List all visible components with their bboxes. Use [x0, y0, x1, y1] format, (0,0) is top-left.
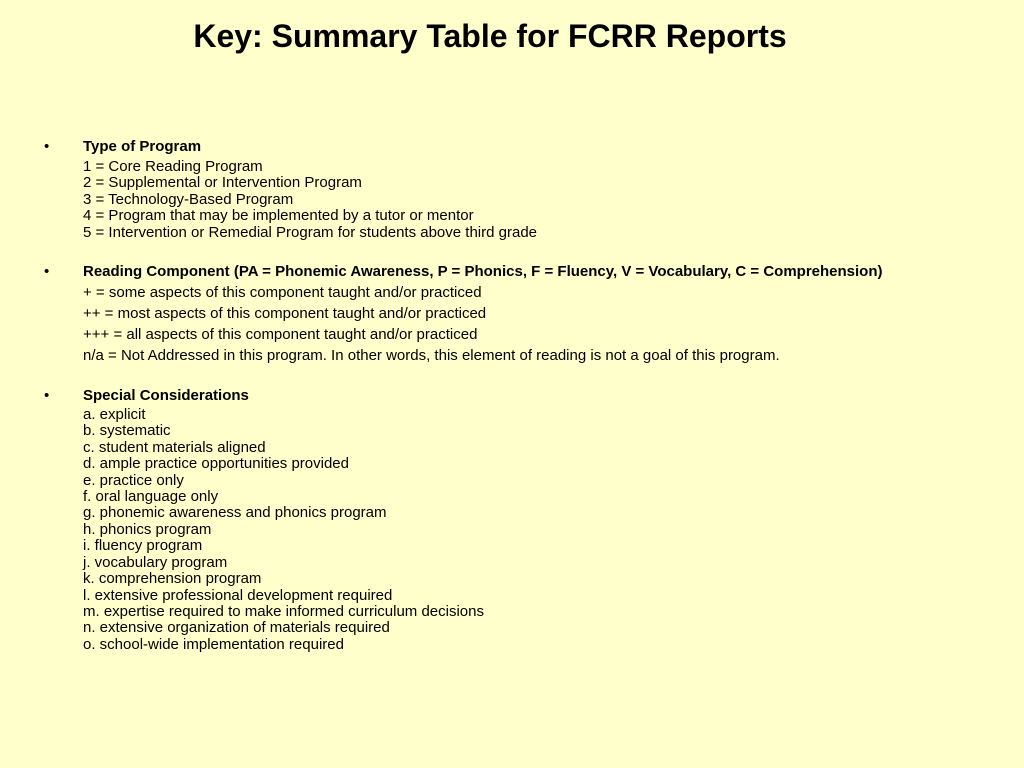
list-item: c. student materials aligned [83, 438, 266, 456]
list-item: m. expertise required to make informed curriculum decisions [83, 602, 484, 620]
list-item: f. oral language only [83, 488, 219, 506]
list-item: 3 = Technology-Based Program [83, 190, 294, 208]
slide-content [44, 138, 964, 653]
list-item: k. comprehension program [83, 570, 262, 588]
list-item: l. extensive professional development required [83, 586, 393, 604]
section-heading: Type of Program [83, 138, 202, 155]
bullet-icon: • [44, 263, 50, 281]
item-list [83, 407, 964, 653]
list-item: i. fluency program [83, 537, 203, 555]
section-reading-component [44, 263, 964, 364]
list-item: n/a = Not Addressed in this program. In other words, this element of reading is not a goal of this program. [83, 347, 780, 365]
bullet-icon: • [44, 387, 50, 405]
list-item: ++ = most aspects of this component taught and/or practiced [83, 305, 487, 323]
bullet-icon: • [44, 138, 50, 155]
list-item: g. phonemic awareness and phonics program [83, 504, 387, 522]
slide-title: Key: Summary Table for FCRR Reports [193, 18, 787, 54]
list-item: a. explicit [83, 406, 146, 424]
item-list [83, 284, 964, 364]
section-heading: Special Considerations [83, 387, 249, 405]
list-item: j. vocabulary program [83, 553, 228, 571]
list-item: o. school-wide implementation required [83, 635, 344, 653]
list-item: d. ample practice opportunities provided [83, 455, 349, 473]
list-item: 1 = Core Reading Program [83, 158, 263, 175]
item-list [83, 159, 964, 241]
list-item: b. systematic [83, 422, 171, 440]
section-special-considerations [44, 387, 964, 653]
list-item: n. extensive organization of materials required [83, 619, 390, 637]
section-type-of-program [44, 138, 964, 241]
list-item: + = some aspects of this component taught and/or practiced [83, 284, 482, 302]
list-item: 2 = Supplemental or Intervention Program [83, 174, 362, 192]
section-heading: Reading Component (PA = Phonemic Awareness, P = Phonics, F = Fluency, V = Vocabulary, C = Comprehension) [83, 263, 883, 281]
list-item: +++ = all aspects of this component taught and/or practiced [83, 326, 478, 344]
list-item: 5 = Intervention or Remedial Program for students above third grade [83, 223, 537, 241]
list-item: 4 = Program that may be implemented by a tutor or mentor [83, 207, 474, 225]
list-item: h. phonics program [83, 520, 212, 538]
list-item: e. practice only [83, 471, 184, 489]
